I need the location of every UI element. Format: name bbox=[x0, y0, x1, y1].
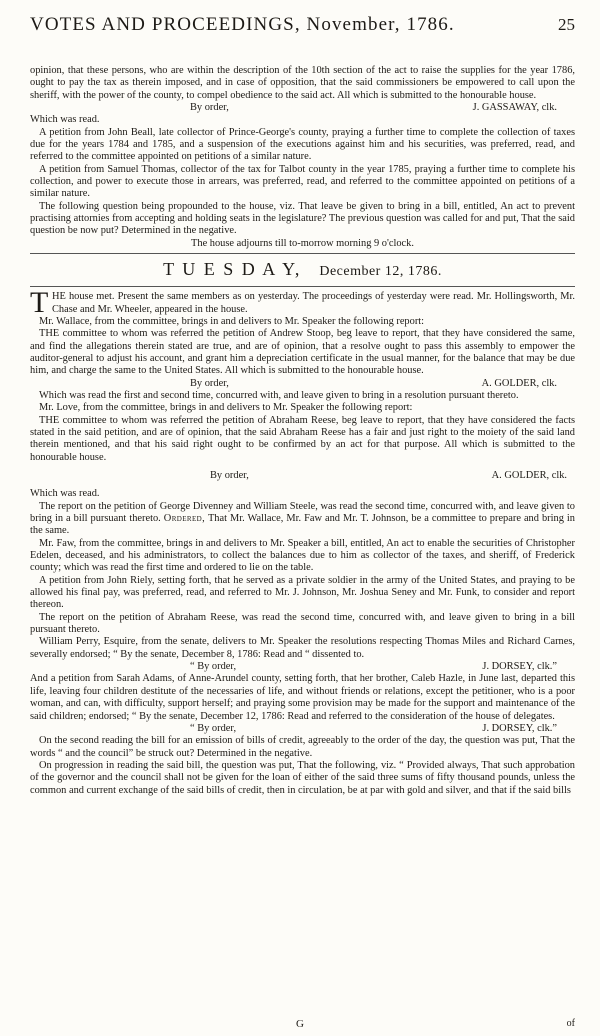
paragraph: The report on the petition of Abraham Reese, was read the second time, concurred with, and leave given to bring in a bill pursuant thereto. bbox=[30, 611, 575, 636]
report-paragraph: THE committee to whom was referred the petition of Abraham Reese, beg leave to report, that they have considered the facts stated in the said petition, and are of opinion, that the said Abraham Reese has a fair and just right to the moiety of the said land therein mentioned, and that his said right ought to be confirmed by an act for that purpose. All which is submitted to the honourable house. bbox=[30, 414, 575, 463]
signature-by-order: By order, bbox=[190, 377, 229, 389]
signature-by-order: “ By order, bbox=[190, 661, 237, 673]
report-paragraph: THE committee to whom was referred the petition of Andrew Stoop, beg leave to report, that they have considered the same, and find the allegations therein stated are true, and are of opinion, that a resolve ought to pass this assembly to empower the auditor-general to adjust his account, and grant him a depreciation certificate in the usual manner, for the balance that may be due him, and charge the same to the United States. All which is submitted to the honourable house. bbox=[30, 328, 575, 377]
paragraph bbox=[30, 501, 575, 538]
paragraph: Mr. Faw, from the committee, brings in and delivers to Mr. Speaker a bill, entitled, An act to enable the securities of Christopher Edelen, deceased, and his administrators, to collect the balances due to him as collector of the taxes, and sheriff, of Frederick county; which was read the first time and ordered to lie on the table. bbox=[30, 537, 575, 574]
paragraph: Which was read the first and second time, concurred with, and leave given to bring in a resolution pursuant thereto. bbox=[39, 389, 519, 401]
drop-cap-letter: T bbox=[30, 286, 49, 320]
day-heading bbox=[30, 258, 575, 283]
signature-line bbox=[30, 723, 575, 735]
signature-clerk: A. GOLDER, clk. bbox=[481, 377, 557, 389]
paragraph: opinion, that these persons, who are within the description of the 10th section of the act to raise the supplies for the year 1786, ought to pay the tax as therein imposed, and in case of opposition, that the said commissioners be empowered to call upon the sheriff, with the power of the county, to compel obedience to the said act. All which is submitted to the honourable house. bbox=[30, 65, 575, 101]
paragraph: A petition from John Beall, late collector of Prince-George's county, praying a further time to complete the collection of taxes due for the years 1784 and 1785, and a suspension of the executions against him and his securities, was preferred, read, and referred to the committee appointed on petitions of a similar nature. bbox=[30, 126, 575, 163]
paragraph: And a petition from Sarah Adams, of Anne-Arundel county, setting forth, that her brother, Caleb Hazle, in June last, departed this life, leaving four children destitute of the necessaries of life, and without friends or relations, except the petitioner, who is a poor woman, and can, with difficulty, support herself; and praying some provision may be made for the support and maintenance of the said children; endorsed; “ By the senate, December 12, 1786: Read and referred to the consideration of the house of delegates. bbox=[30, 673, 575, 722]
paragraph-text: The report on the petition of George Divenney and William Steele, was read the second time, concurred with, and leave given to bring in a bill pursuant thereto. bbox=[30, 500, 575, 524]
signature-line bbox=[30, 102, 575, 114]
paragraph: Mr. Wallace, from the committee, brings in and delivers to Mr. Speaker the following report: bbox=[39, 315, 425, 327]
signature-by-order: By order, bbox=[210, 469, 249, 481]
signature-clerk: A. GOLDER, clk. bbox=[491, 469, 567, 481]
running-header bbox=[30, 14, 575, 50]
opening-text: HE house met. Present the same members as on yesterday. The proceedings of yesterday were read. Mr. Hollingsworth, Mr. Chase and Mr. Wheeler, appeared in the house. bbox=[52, 291, 575, 315]
paragraph: Which was read. bbox=[30, 114, 100, 126]
signature-line bbox=[30, 378, 575, 390]
paragraph: On the second reading the bill for an emission of bills of credit, agreeably to the order of the day, the question was put, That the words “ and the council” be struck out? Determined in the negative. bbox=[30, 735, 575, 759]
signature-line bbox=[30, 661, 575, 673]
ordered-keyword: Ordered, bbox=[163, 513, 206, 524]
paragraph: William Perry, Esquire, from the senate, delivers to Mr. Speaker the resolutions respecting Thomas Miles and Richard Carnes, severally endorsed; “ By the senate, December 8, 1786: Read and “ dissented to. bbox=[30, 636, 575, 660]
signature-clerk: J. DORSEY, clk.” bbox=[482, 722, 557, 734]
catchword: of bbox=[566, 1018, 575, 1029]
paragraph: A petition from Samuel Thomas, collector of the tax for Talbot county in the year 1785, praying a further time to complete his collection, and power to execute those in arrears, was preferred, read, and referred to the committee appointed on petitions of a similar nature. bbox=[30, 163, 575, 200]
paragraph: A petition from John Riely, setting forth, that he served as a private soldier in the army of the United States, and praying to be allowed his final pay, was preferred, read, and referred to Mr. J. Johnson, Mr. Joshua Seney and Mr. Funk, to consider and report thereon. bbox=[30, 574, 575, 611]
adjournment-line: The house adjourns till to-morrow morning 9 o'clock. bbox=[191, 237, 414, 249]
header-title: VOTES AND PROCEEDINGS, November, 1786. bbox=[30, 14, 455, 35]
signature-mark: G bbox=[296, 1018, 304, 1030]
divider-rule bbox=[30, 286, 575, 287]
signature-clerk: J. GASSAWAY, clk. bbox=[472, 102, 557, 114]
opening-paragraph bbox=[30, 286, 575, 320]
day-name: T U E S D A Y, bbox=[163, 259, 302, 280]
signature-by-order: “ By order, bbox=[190, 722, 237, 734]
signature-clerk: J. DORSEY, clk.” bbox=[482, 661, 557, 673]
paragraph: On progression in reading the said bill, the question was put, That the following, viz. “ Provided always, That such approbation of the governor and the council shall not be given for the loan of either of the said three sums of fifty thousand pounds, unless the common and current exchange of the said bills of credit, then in circulation, be at par with gold and silver, and that if the said bills bbox=[30, 759, 575, 796]
paragraph: Mr. Love, from the committee, brings in and delivers to Mr. Speaker the following report: bbox=[39, 402, 413, 414]
signature-line bbox=[30, 470, 575, 482]
paragraph: The following question being propounded to the house, viz. That leave be given to bring in a bill, entitled, An act to prevent practising attornies from accepting and holding seats in the legislature? The previous question was called for and put, That the said question be now put? Determined in the negative. bbox=[30, 200, 575, 237]
day-date: December 12, 1786. bbox=[319, 264, 442, 280]
document-body bbox=[30, 65, 575, 797]
page-number: 25 bbox=[558, 15, 575, 34]
paragraph: Which was read. bbox=[30, 488, 100, 500]
paragraph-text: That Mr. Wallace, Mr. Faw and Mr. T. Johnson, be a committee to prepare and bring in the same. bbox=[30, 513, 575, 537]
signature-by-order: By order, bbox=[190, 102, 229, 114]
divider-rule bbox=[30, 253, 575, 254]
